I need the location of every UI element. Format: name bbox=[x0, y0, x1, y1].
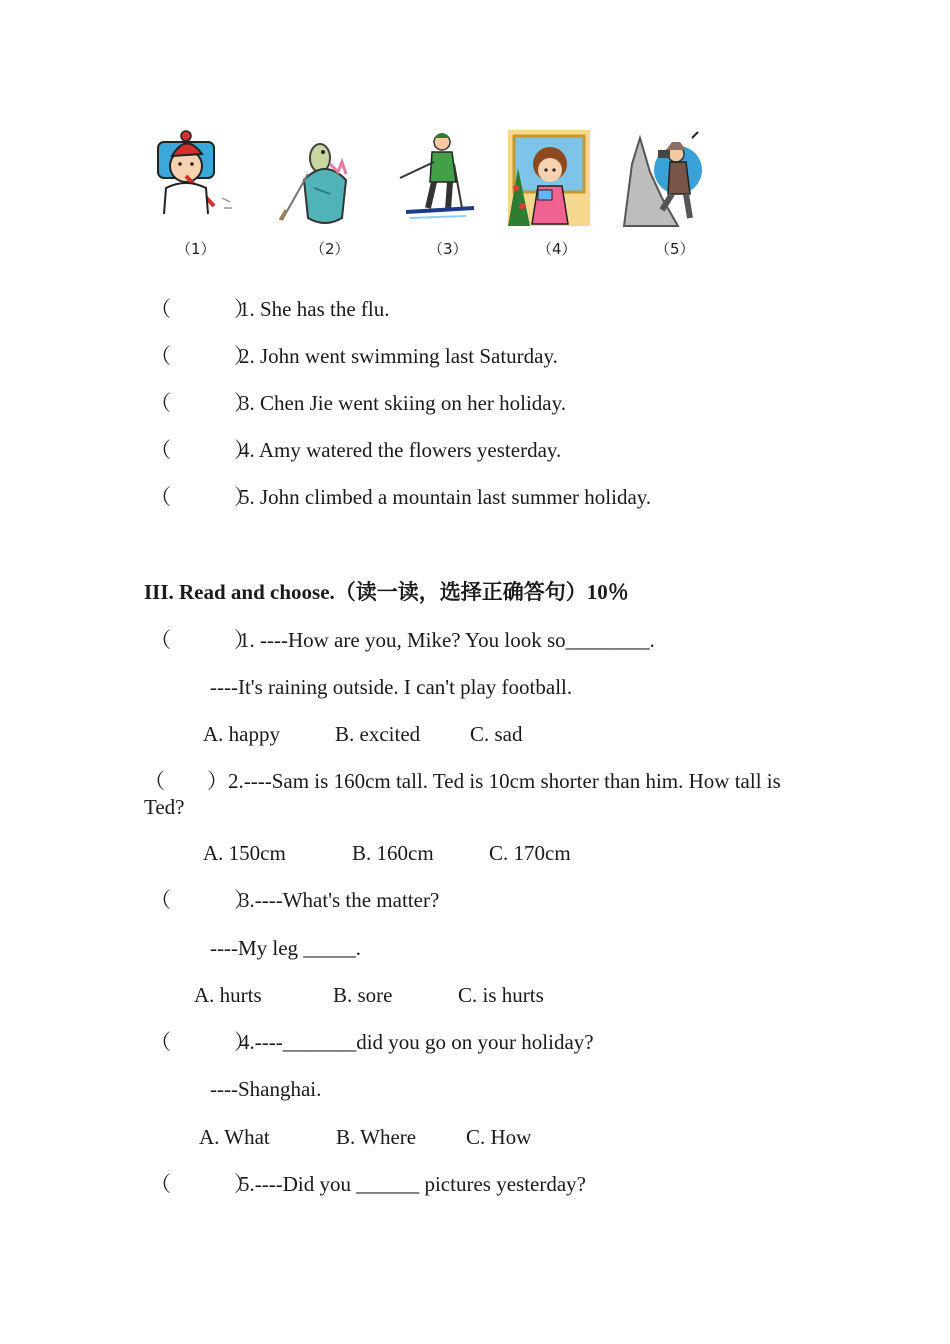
option-b: B. sore bbox=[333, 983, 393, 1007]
option-c: C. How bbox=[466, 1125, 532, 1149]
question-reply: ----It's raining outside. I can't play football. bbox=[210, 675, 573, 699]
question-reply: ----My leg _____. bbox=[210, 936, 362, 960]
picture-caption-4: （4） bbox=[537, 240, 577, 258]
option-a: A. What bbox=[199, 1125, 270, 1149]
option-a: A. 150cm bbox=[203, 841, 286, 865]
answer-bracket[interactable]: （ ） bbox=[150, 344, 255, 368]
picture-caption-2: （2） bbox=[310, 240, 350, 258]
question-text: 5. John climbed a mountain last summer holiday. bbox=[239, 485, 652, 509]
answer-bracket[interactable]: （ ） bbox=[150, 297, 255, 321]
answer-bracket[interactable]: （ ） bbox=[150, 888, 255, 912]
option-b: B. Where bbox=[336, 1125, 417, 1149]
answer-bracket[interactable]: （ ） bbox=[150, 1030, 255, 1054]
question-text: 3. Chen Jie went skiing on her holiday. bbox=[239, 391, 567, 415]
picture-caption-3: （3） bbox=[428, 240, 468, 258]
turtle-fishing-icon bbox=[270, 128, 352, 228]
answer-bracket[interactable]: （ ） bbox=[150, 438, 255, 462]
answer-bracket[interactable]: （ ） bbox=[150, 628, 255, 652]
sick-boy-thermometer-icon bbox=[152, 128, 234, 228]
picture-caption-1: （1） bbox=[176, 240, 216, 258]
question-reply: ----Shanghai. bbox=[210, 1077, 322, 1101]
option-b: B. 160cm bbox=[352, 841, 434, 865]
answer-bracket[interactable]: （ ） bbox=[150, 1172, 255, 1196]
answer-bracket[interactable]: （ ） bbox=[150, 485, 255, 509]
question-text: 1. She has the flu. bbox=[239, 297, 390, 321]
question-text: 5.----Did you ______ pictures yesterday? bbox=[239, 1172, 586, 1196]
option-c: C. sad bbox=[470, 722, 523, 746]
answer-bracket[interactable]: （ ） bbox=[150, 391, 255, 415]
section-heading: III. Read and choose.（读一读，选择正确答句）10％ bbox=[144, 580, 629, 604]
option-c: C. is hurts bbox=[458, 983, 544, 1007]
question-text: 3.----What's the matter? bbox=[239, 888, 440, 912]
girl-watering-flowers-icon bbox=[508, 128, 590, 228]
question-text: 4.----_______did you go on your holiday? bbox=[239, 1030, 594, 1054]
question-text: 4. Amy watered the flowers yesterday. bbox=[239, 438, 562, 462]
option-b: B. excited bbox=[335, 722, 421, 746]
mountain-climber-icon bbox=[622, 128, 704, 228]
picture-caption-5: （5） bbox=[655, 240, 695, 258]
question-text: 1. ----How are you, Mike? You look so________. bbox=[239, 628, 655, 652]
question-text: 2. John went swimming last Saturday. bbox=[239, 344, 558, 368]
answer-bracket[interactable]: （ ） bbox=[144, 769, 228, 793]
option-a: A. hurts bbox=[194, 983, 262, 1007]
question-text: 2.----Sam is 160cm tall. Ted is 10cm shorter than him. How tall is Ted? bbox=[144, 769, 781, 819]
option-c: C. 170cm bbox=[489, 841, 571, 865]
option-a: A. happy bbox=[203, 722, 280, 746]
question-item-2 bbox=[144, 768, 814, 820]
skier-icon bbox=[396, 128, 478, 228]
